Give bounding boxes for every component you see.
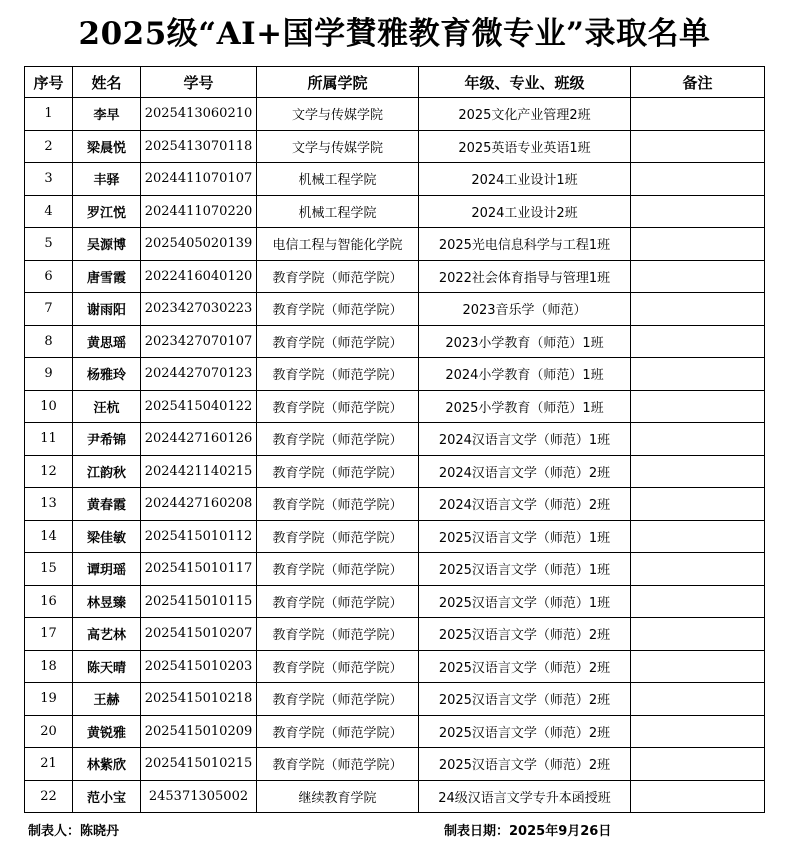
cell-class: 2023音乐学（师范）: [419, 293, 631, 326]
cell-student-id: 2024421140215: [141, 455, 257, 488]
cell-student-id: 2024427070123: [141, 358, 257, 391]
cell-remarks: [631, 325, 765, 358]
cell-class: 2024汉语言文学（师范）2班: [419, 488, 631, 521]
cell-index: 2: [25, 130, 73, 163]
cell-index: 4: [25, 195, 73, 228]
cell-class: 2024汉语言文学（师范）2班: [419, 455, 631, 488]
table-maker: [28, 820, 119, 839]
cell-name: 黄思瑶: [73, 325, 141, 358]
header-student-id: 学号: [141, 67, 257, 98]
cell-class: 2025汉语言文学（师范）2班: [419, 748, 631, 781]
table-maker-value: 陈晓丹: [80, 824, 120, 839]
cell-name: 杨雅玲: [73, 358, 141, 391]
header-index: 序号: [25, 67, 73, 98]
table-row: [25, 325, 765, 358]
cell-remarks: [631, 748, 765, 781]
cell-remarks: [631, 650, 765, 683]
cell-class: 2025汉语言文学（师范）1班: [419, 585, 631, 618]
cell-index: 18: [25, 650, 73, 683]
cell-student-id: 2025415010207: [141, 618, 257, 651]
cell-class: 2025汉语言文学（师范）2班: [419, 618, 631, 651]
cell-remarks: [631, 423, 765, 456]
cell-remarks: [631, 455, 765, 488]
cell-name: 黄春霞: [73, 488, 141, 521]
cell-index: 7: [25, 293, 73, 326]
table-row: [25, 228, 765, 261]
table-row: [25, 195, 765, 228]
cell-student-id: 2025415010112: [141, 520, 257, 553]
header-class: 年级、专业、班级: [419, 67, 631, 98]
cell-student-id: 2024427160208: [141, 488, 257, 521]
cell-index: 3: [25, 163, 73, 196]
table-maker-label: 制表人：: [28, 824, 81, 839]
header-name: 姓名: [73, 67, 141, 98]
cell-college: 继续教育学院: [257, 780, 419, 813]
table-row: [25, 488, 765, 521]
cell-class: 2025光电信息科学与工程1班: [419, 228, 631, 261]
cell-class: 2025英语专业英语1班: [419, 130, 631, 163]
cell-index: 12: [25, 455, 73, 488]
cell-class: 2025汉语言文学（师范）2班: [419, 650, 631, 683]
cell-remarks: [631, 553, 765, 586]
cell-remarks: [631, 195, 765, 228]
cell-remarks: [631, 520, 765, 553]
cell-index: 9: [25, 358, 73, 391]
cell-name: 梁佳敏: [73, 520, 141, 553]
cell-student-id: 2024411070107: [141, 163, 257, 196]
cell-remarks: [631, 715, 765, 748]
cell-remarks: [631, 293, 765, 326]
cell-college: 教育学院（师范学院）: [257, 358, 419, 391]
cell-college: 文学与传媒学院: [257, 130, 419, 163]
cell-index: 11: [25, 423, 73, 456]
cell-remarks: [631, 683, 765, 716]
cell-college: 教育学院（师范学院）: [257, 423, 419, 456]
cell-index: 17: [25, 618, 73, 651]
cell-college: 教育学院（师范学院）: [257, 293, 419, 326]
table-row: [25, 358, 765, 391]
cell-remarks: [631, 618, 765, 651]
cell-index: 6: [25, 260, 73, 293]
cell-class: 2024工业设计2班: [419, 195, 631, 228]
cell-index: 8: [25, 325, 73, 358]
cell-college: 教育学院（师范学院）: [257, 683, 419, 716]
cell-name: 唐雪霞: [73, 260, 141, 293]
table-row: [25, 683, 765, 716]
cell-remarks: [631, 98, 765, 131]
cell-student-id: 2025405020139: [141, 228, 257, 261]
cell-college: 教育学院（师范学院）: [257, 585, 419, 618]
cell-remarks: [631, 260, 765, 293]
cell-name: 江韵秋: [73, 455, 141, 488]
cell-remarks: [631, 228, 765, 261]
table-header-row: [25, 67, 765, 98]
cell-name: 谢雨阳: [73, 293, 141, 326]
cell-student-id: 2025415040122: [141, 390, 257, 423]
table-row: [25, 98, 765, 131]
cell-college: 教育学院（师范学院）: [257, 390, 419, 423]
cell-name: 尹希锦: [73, 423, 141, 456]
cell-remarks: [631, 130, 765, 163]
cell-index: 20: [25, 715, 73, 748]
cell-remarks: [631, 585, 765, 618]
cell-college: 教育学院（师范学院）: [257, 715, 419, 748]
cell-index: 5: [25, 228, 73, 261]
cell-college: 教育学院（师范学院）: [257, 455, 419, 488]
cell-college: 教育学院（师范学院）: [257, 618, 419, 651]
cell-index: 19: [25, 683, 73, 716]
cell-student-id: 2025415010218: [141, 683, 257, 716]
cell-college: 机械工程学院: [257, 195, 419, 228]
table-row: [25, 650, 765, 683]
cell-index: 10: [25, 390, 73, 423]
cell-class: 24级汉语言文学专升本函授班: [419, 780, 631, 813]
cell-student-id: 2023427030223: [141, 293, 257, 326]
cell-class: 2022社会体育指导与管理1班: [419, 260, 631, 293]
table-row: [25, 260, 765, 293]
cell-class: 2025文化产业管理2班: [419, 98, 631, 131]
cell-student-id: 2024411070220: [141, 195, 257, 228]
cell-class: 2025汉语言文学（师范）1班: [419, 520, 631, 553]
cell-class: 2025汉语言文学（师范）2班: [419, 715, 631, 748]
cell-class: 2025汉语言文学（师范）2班: [419, 683, 631, 716]
header-college: 所属学院: [257, 67, 419, 98]
table-row: [25, 455, 765, 488]
cell-name: 罗江悦: [73, 195, 141, 228]
cell-college: 教育学院（师范学院）: [257, 325, 419, 358]
cell-student-id: 2022416040120: [141, 260, 257, 293]
table-date: [444, 820, 611, 839]
cell-name: 陈天晴: [73, 650, 141, 683]
cell-college: 教育学院（师范学院）: [257, 488, 419, 521]
cell-college: 教育学院（师范学院）: [257, 260, 419, 293]
cell-student-id: 2024427160126: [141, 423, 257, 456]
cell-index: 1: [25, 98, 73, 131]
cell-student-id: 2025415010215: [141, 748, 257, 781]
cell-name: 范小宝: [73, 780, 141, 813]
cell-remarks: [631, 390, 765, 423]
table-row: [25, 130, 765, 163]
table-row: [25, 748, 765, 781]
cell-name: 丰驿: [73, 163, 141, 196]
cell-class: 2024小学教育（师范）1班: [419, 358, 631, 391]
cell-class: 2024汉语言文学（师范）1班: [419, 423, 631, 456]
table-row: [25, 618, 765, 651]
cell-index: 16: [25, 585, 73, 618]
cell-remarks: [631, 358, 765, 391]
cell-name: 林昱臻: [73, 585, 141, 618]
cell-student-id: 2025415010203: [141, 650, 257, 683]
cell-name: 林紫欣: [73, 748, 141, 781]
table-row: [25, 780, 765, 813]
cell-class: 2025小学教育（师范）1班: [419, 390, 631, 423]
cell-class: 2024工业设计1班: [419, 163, 631, 196]
cell-name: 梁晨悦: [73, 130, 141, 163]
table-row: [25, 520, 765, 553]
table-row: [25, 585, 765, 618]
table-row: [25, 163, 765, 196]
table-row: [25, 553, 765, 586]
cell-remarks: [631, 488, 765, 521]
table-row: [25, 423, 765, 456]
cell-college: 教育学院（师范学院）: [257, 520, 419, 553]
header-remarks: 备注: [631, 67, 765, 98]
cell-college: 文学与传媒学院: [257, 98, 419, 131]
admission-list-table: [24, 66, 765, 813]
cell-name: 高艺林: [73, 618, 141, 651]
cell-remarks: [631, 163, 765, 196]
cell-college: 教育学院（师范学院）: [257, 553, 419, 586]
cell-student-id: 245371305002: [141, 780, 257, 813]
cell-student-id: 2025413070118: [141, 130, 257, 163]
table-row: [25, 293, 765, 326]
cell-student-id: 2025413060210: [141, 98, 257, 131]
cell-index: 22: [25, 780, 73, 813]
cell-college: 机械工程学院: [257, 163, 419, 196]
cell-name: 谭玥瑶: [73, 553, 141, 586]
document-title: 2025级“AI+国学賛雅教育微专业”录取名单: [78, 16, 711, 52]
cell-student-id: 2025415010117: [141, 553, 257, 586]
cell-student-id: 2025415010115: [141, 585, 257, 618]
table-date-label: 制表日期：: [444, 824, 510, 839]
cell-name: 王赫: [73, 683, 141, 716]
cell-name: 李早: [73, 98, 141, 131]
cell-college: 教育学院（师范学院）: [257, 650, 419, 683]
cell-student-id: 2025415010209: [141, 715, 257, 748]
cell-student-id: 2023427070107: [141, 325, 257, 358]
cell-index: 13: [25, 488, 73, 521]
cell-college: 教育学院（师范学院）: [257, 748, 419, 781]
cell-index: 21: [25, 748, 73, 781]
cell-name: 汪杭: [73, 390, 141, 423]
cell-class: 2025汉语言文学（师范）1班: [419, 553, 631, 586]
table-row: [25, 390, 765, 423]
cell-index: 15: [25, 553, 73, 586]
cell-name: 吴源博: [73, 228, 141, 261]
table-date-value: 2025年9月26日: [509, 824, 612, 839]
cell-index: 14: [25, 520, 73, 553]
cell-name: 黄锐雅: [73, 715, 141, 748]
cell-remarks: [631, 780, 765, 813]
cell-college: 电信工程与智能化学院: [257, 228, 419, 261]
cell-class: 2023小学教育（师范）1班: [419, 325, 631, 358]
table-row: [25, 715, 765, 748]
